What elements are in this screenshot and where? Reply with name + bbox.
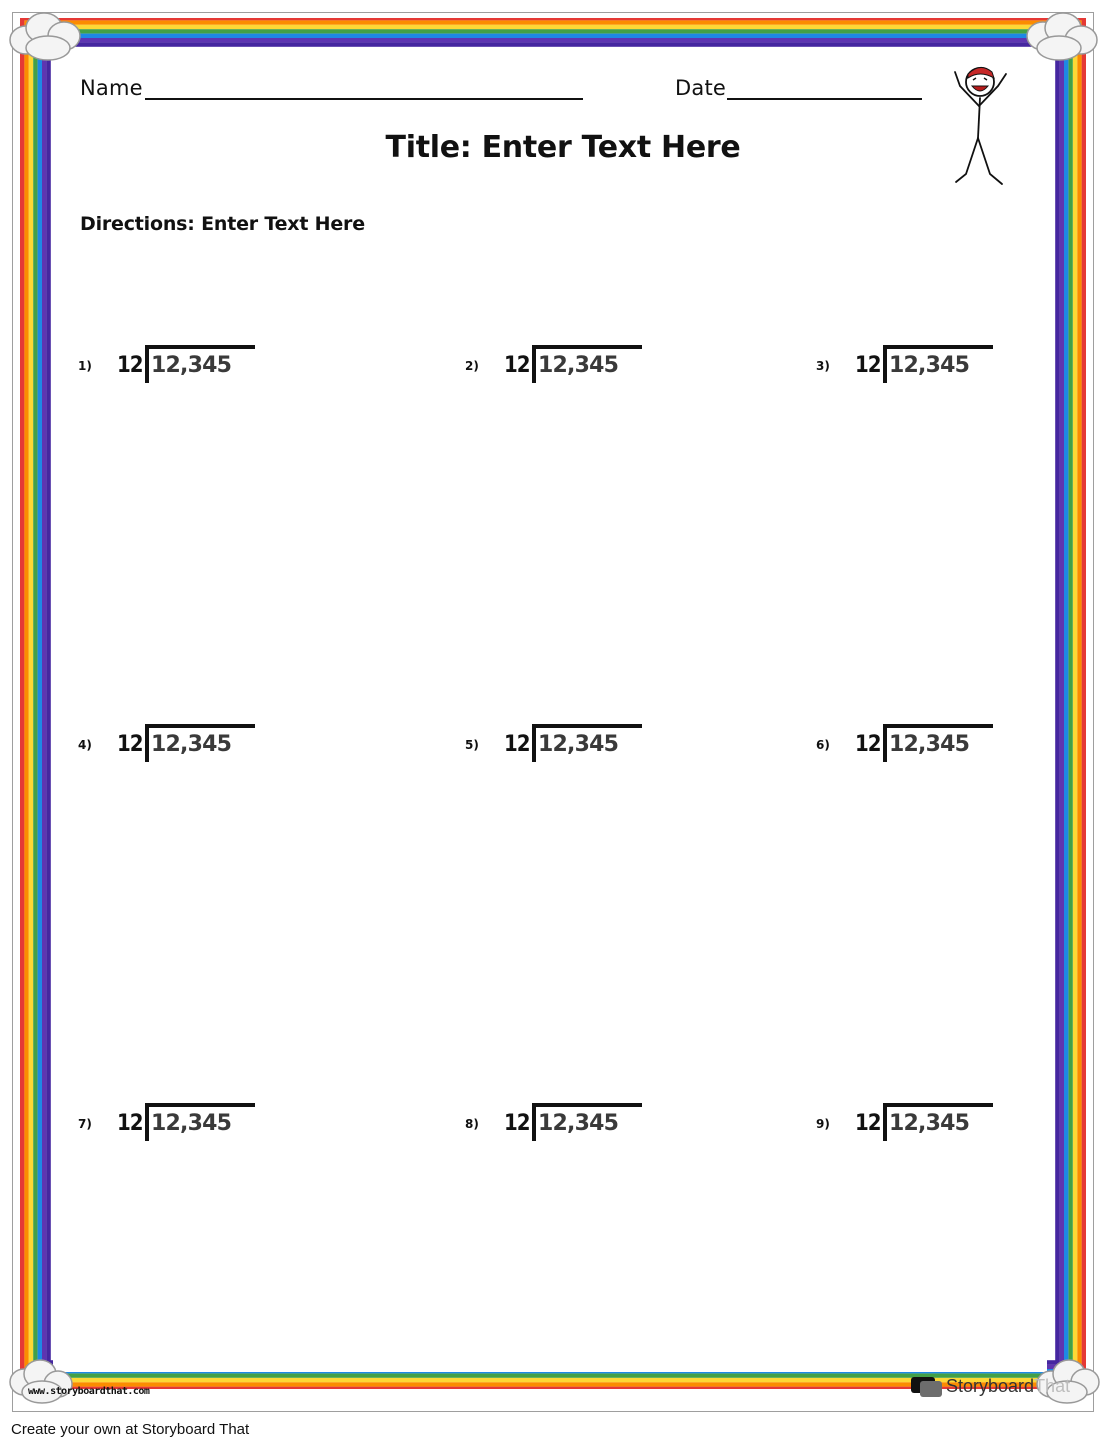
problem-number: 1) xyxy=(78,359,92,373)
dividend: 12,345 xyxy=(151,353,232,378)
divisor: 12 xyxy=(504,1111,530,1136)
problem-number: 8) xyxy=(465,1117,479,1131)
problem-number: 7) xyxy=(78,1117,92,1131)
divisor: 12 xyxy=(504,353,530,378)
divisor: 12 xyxy=(504,732,530,757)
footer-url[interactable]: www.storyboardthat.com xyxy=(28,1386,150,1397)
dividend: 12,345 xyxy=(538,1111,619,1136)
divisor: 12 xyxy=(117,1111,143,1136)
dividend: 12,345 xyxy=(538,732,619,757)
divisor: 12 xyxy=(117,353,143,378)
name-label: Name xyxy=(80,76,143,100)
division-problem xyxy=(816,1103,1076,1163)
division-problem xyxy=(465,345,725,405)
problem-number: 5) xyxy=(465,738,479,752)
division-problem xyxy=(78,724,338,784)
date-field-line[interactable] xyxy=(727,98,922,100)
cloud-icon xyxy=(6,8,84,64)
brand-text: StoryboardThat xyxy=(946,1376,1071,1396)
problem-number: 4) xyxy=(78,738,92,752)
cloud-icon xyxy=(6,1356,76,1406)
problem-number: 9) xyxy=(816,1117,830,1131)
cloud-icon xyxy=(1023,8,1101,64)
page-title: Title: Enter Text Here xyxy=(385,130,741,165)
problem-number: 2) xyxy=(465,359,479,373)
dividend: 12,345 xyxy=(889,353,970,378)
directions-text: Directions: Enter Text Here xyxy=(80,213,365,235)
divisor: 12 xyxy=(855,1111,881,1136)
dividend: 12,345 xyxy=(151,732,232,757)
storyboard-that-logo-icon xyxy=(910,1375,944,1399)
division-problem xyxy=(816,724,1076,784)
divisor: 12 xyxy=(117,732,143,757)
dividend: 12,345 xyxy=(538,353,619,378)
dividend: 12,345 xyxy=(151,1111,232,1136)
stick-figure-icon xyxy=(946,60,1016,190)
problem-number: 3) xyxy=(816,359,830,373)
worksheet-content-area xyxy=(53,49,1047,1372)
division-problem xyxy=(465,724,725,784)
divisor: 12 xyxy=(855,732,881,757)
dividend: 12,345 xyxy=(889,1111,970,1136)
division-problem xyxy=(816,345,1076,405)
footer-caption[interactable]: Create your own at Storyboard That xyxy=(11,1421,250,1438)
dividend: 12,345 xyxy=(889,732,970,757)
date-label: Date xyxy=(675,76,726,100)
division-problem xyxy=(78,345,338,405)
division-problem xyxy=(78,1103,338,1163)
division-problem xyxy=(465,1103,725,1163)
name-field-line[interactable] xyxy=(145,98,583,100)
problem-number: 6) xyxy=(816,738,830,752)
divisor: 12 xyxy=(855,353,881,378)
